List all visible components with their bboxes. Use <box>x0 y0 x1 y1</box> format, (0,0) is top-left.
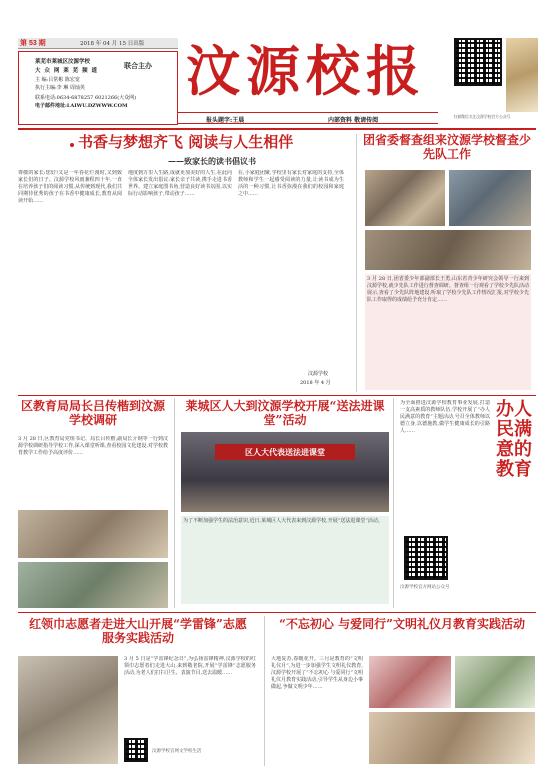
bureau-photo-1 <box>18 510 168 558</box>
section-divider-2 <box>18 612 536 613</box>
issue-bar <box>18 38 178 49</box>
volunteers-article <box>18 616 258 766</box>
law-class-title: 莱城区人大到汶源学校开展“送法进课堂”活动 <box>185 399 385 427</box>
nav-internal-notice: 内部资料 敬请传阅 <box>328 117 379 124</box>
nav-calligraphy-credit: 报头题字:王晨 <box>206 117 245 124</box>
sponsor-line-1: 莱芜市莱城区汶源学校 <box>35 59 91 65</box>
teacher-appeal-headline: 办人民满意的教育 <box>496 399 532 480</box>
sponsor-block <box>18 51 178 125</box>
contact-phone: 联系电话:0634-6878257 6021266(大众网) <box>35 95 137 101</box>
practice-photo-1 <box>369 656 451 708</box>
bureau-text: 3 月 28 日,区教育局党组书记、局长吕传楷,副局长亓钢等一行到汶源学校调研指导学校工作,深入课堂听课,查看校园文化建设,对学校教育教学工作给予高度评价…… <box>18 436 168 456</box>
nav-bar <box>178 112 438 124</box>
volunteers-photo <box>18 656 118 764</box>
issue-number: 第 53 期 <box>20 40 46 47</box>
lead-title-ornament-left <box>70 143 74 147</box>
masthead-qr-code <box>454 38 502 86</box>
practice-text: 大地复苏,春暖花开。三月是教育的“文明礼仪月”,为进一步加强学生文明礼仪教育,汶源学校开展了“不忘初心 与爱同行”文明礼仪月教育实践活动,引导学生从身边小事做起,争做文明少年…… <box>271 656 363 690</box>
teacher-appeal-qr-caption: 汶源学校官方网站公众号 <box>400 585 450 590</box>
bureau-title: 区教育局局长吕传楷到汶源学校调研 <box>20 399 165 427</box>
lead-column-3: 在,小家庭团聚,学校里有家长对家庭的支持,全体教师和学生一起感受阅读的力量,让读书成为生活的一种习惯,让书香弥漫在我们的校园和家庭之中…… <box>238 170 344 197</box>
masthead-qr-caption: 扫描微信关注汶源学校官方公众号 <box>453 114 511 119</box>
law-class-caption: 为了不断加强学生的法治意识,近日,莱城区人大代表来到汶源学校,开展“送法进课堂”活动。 <box>181 516 389 604</box>
practice-photo-3 <box>369 712 535 764</box>
volunteers-text: 3 月 5 日是“学雷锋纪念日”,为弘扬雷锋精神,汶源学校的红领巾志愿者们走进大山,来到敬老院,开展“学雷锋”志愿服务活动,为老人们打扫卫生、表演节目,送去温暖…… <box>124 656 256 676</box>
practice-photo-2 <box>455 656 535 708</box>
teacher-appeal <box>400 398 536 608</box>
contact-email: 电子邮件地址:LAIWU.DZWWW.COM <box>35 103 128 109</box>
volunteers-title: 红领巾志愿者走进大山开展“学雷锋”志愿服务实践活动 <box>29 617 247 645</box>
staff-line-1: 主 编:吕常彬 陈宏宽 <box>35 77 80 83</box>
sponsor-line-2: 大 众 网 莱 芜 频 道 <box>35 68 98 74</box>
issue-date: 2018 年 04 月 15 日出版 <box>80 41 145 47</box>
lead-subtitle: ——致家长的读书倡议书 <box>168 156 256 166</box>
inspection-photo-2 <box>449 170 531 226</box>
co-host-label: 联合主办 <box>124 61 152 70</box>
bureau-photo-2 <box>18 562 168 608</box>
practice-title: “不忘初心 与爱同行”文明礼仪月教育实践活动 <box>279 617 525 631</box>
inspection-text: 3 月 28 日,团省委少年部副部长王勇,山东省青少年研究会领导一行来到汶源学校,就少先队工作进行督查调研。督查组一行观看了学校少先队活动展示,查看了少先队阵地建设,听取了学校少先队工作情况汇报,对学校少先队工作取得的成绩给予充分肯定…… <box>365 274 531 390</box>
staff-line-2: 执行主编:李 琳 周灿英 <box>35 85 85 91</box>
practice-article <box>264 616 536 766</box>
inspection-title: 团省委督查组来汶源学校督查少先队工作 <box>363 133 532 161</box>
teacher-appeal-qr-code <box>404 536 448 580</box>
bureau-article <box>18 398 168 608</box>
law-class-photo <box>181 432 389 512</box>
masthead-book-image <box>506 38 538 112</box>
teacher-appeal-text: 为全面推进汶源学校教育事业发展,打造一支高素质的教师队伍,学校开展了“办人民满意的教育”主题活动,号召全体教师以德立身,以德施教,做学生健康成长的引路人…… <box>400 400 490 434</box>
inspection-photo-1 <box>365 170 445 226</box>
law-class-banner-text: 区人大代表送法进课堂 <box>245 447 325 457</box>
lead-signature-school: 汶源学校 <box>308 371 329 377</box>
masthead-divider <box>18 128 536 130</box>
inspection-photo-3 <box>365 230 531 270</box>
masthead-title: 汶源校报 <box>186 39 426 103</box>
lead-column-1: 尊敬的家长:您好!又是一年春花烂漫时,又到致家长们的日子。汶源学校风雨兼程四十年,一直在培养孩子们的阅读习惯,从传统到现代,我们共同期待优秀的孩子在书香中健康成长,教育从阅读开始…… <box>18 170 122 204</box>
volunteers-qr-caption: 汶源学校官网文学校生活 <box>152 749 202 754</box>
lead-article <box>18 134 346 392</box>
section-divider-1 <box>18 395 536 396</box>
inspection-article <box>356 134 534 392</box>
lead-title: 书香与梦想齐飞 阅读与人生相伴 <box>78 133 294 151</box>
lead-column-2: 地度到万里人生路,成就更加美好的人生,在此向全体家长发出倡议:家长亲子共读,携手走进书香世界。建立家庭图书角,营造良好读书氛围,以实际行动影响孩子,带动孩子…… <box>128 170 232 197</box>
law-class-article <box>174 398 394 608</box>
law-class-banner <box>215 444 355 460</box>
lead-signature-date: 2018 年 4 月 <box>300 380 331 386</box>
volunteers-qr-code <box>124 738 148 762</box>
